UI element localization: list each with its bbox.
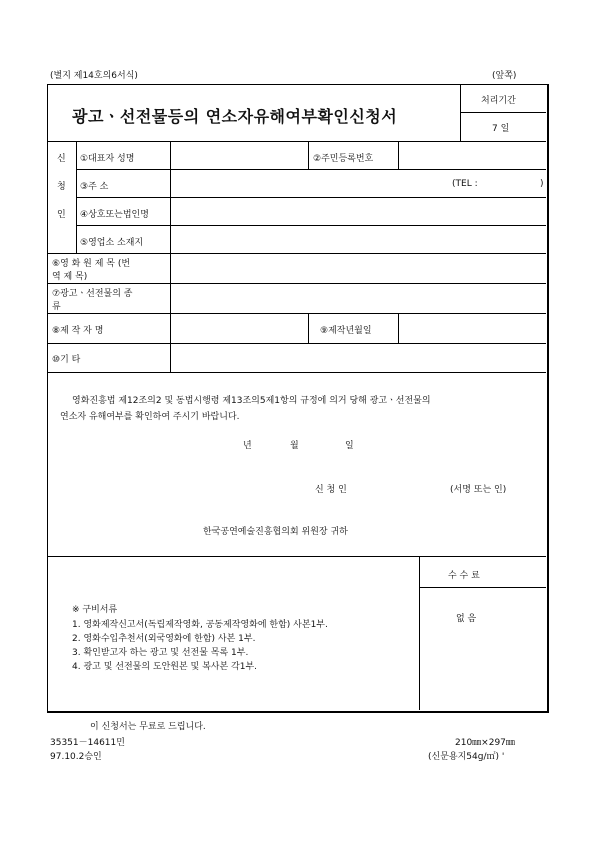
divider: [398, 313, 399, 343]
fee-value: 없 음: [456, 614, 477, 624]
paper-size: 210㎜×297㎜: [455, 738, 515, 748]
divider: [76, 225, 546, 226]
date-month: 월: [290, 441, 299, 451]
divider: [170, 141, 171, 372]
divider: [48, 283, 546, 284]
business-location-field[interactable]: [172, 227, 544, 251]
company-field[interactable]: [172, 199, 544, 223]
required-document-1: 1. 영화제작신고서(독립제작영화, 공동제작영화에 한함) 사본1부.: [72, 620, 328, 630]
divider: [48, 556, 546, 557]
divider: [460, 85, 461, 141]
required-documents-heading: ※ 구비서류: [72, 605, 118, 615]
divider: [419, 556, 420, 710]
form-number: (별지 제14호의6서식): [50, 71, 138, 81]
ad-type-field[interactable]: [172, 285, 544, 311]
production-date-field[interactable]: [400, 315, 544, 341]
applicant-signature-label: 신 청 인: [315, 485, 347, 495]
tel-label: (TEL :: [452, 179, 478, 189]
processing-period-value: 7 일: [492, 124, 510, 134]
applicant-side-label-3: 인: [57, 210, 66, 220]
divider: [48, 372, 546, 373]
film-title-field[interactable]: [172, 255, 544, 281]
required-document-2: 2. 영화수입추천서(외국영화에 한함) 사본 1부.: [72, 634, 256, 644]
approval-date: 97.10.2승인: [50, 752, 102, 762]
divider: [76, 197, 546, 198]
divider: [48, 141, 546, 142]
divider: [76, 169, 546, 170]
ad-type-label-line1: ⑦광고ㆍ선전물의 종: [52, 289, 133, 299]
form-title: 광고ㆍ선전물등의 연소자유해여부확인신청서: [72, 107, 398, 126]
form-code: 35351－14611민: [50, 738, 125, 748]
date-year: 년: [243, 441, 252, 451]
signature-or-seal-label: (서명 또는 인): [450, 485, 507, 495]
tel-close: ): [540, 179, 544, 189]
divider: [308, 141, 309, 169]
recipient: 한국공연예술진흥협의회 위원장 귀하: [203, 527, 348, 537]
film-title-label-line1: ⑥영 화 원 제 목 (번: [52, 259, 131, 269]
statement-line2: 연소자 유해여부를 확인하여 주시기 바랍니다.: [60, 412, 240, 422]
address-field[interactable]: [172, 171, 442, 195]
free-notice: 이 신청서는 무료로 드립니다.: [90, 722, 206, 732]
paper-type: (신문용지54g/㎡) ': [428, 752, 505, 762]
divider: [460, 112, 546, 113]
producer-field[interactable]: [172, 315, 306, 341]
divider: [308, 313, 309, 343]
divider: [48, 343, 546, 344]
rep-name-field[interactable]: [172, 143, 306, 167]
statement-line1: 영화진흥법 제12조의2 및 동법시행령 제13조의5제1항의 규정에 의거 당해 광고ㆍ선전물의: [72, 396, 431, 406]
business-location-label: ⑤영업소 소재지: [80, 238, 144, 248]
resident-no-label: ②주민등록번호: [313, 154, 374, 164]
processing-period-label: 처리기간: [481, 96, 516, 106]
applicant-side-label-2: 청: [57, 182, 66, 192]
ad-type-label-line2: 류: [52, 302, 61, 312]
applicant-side-label-1: 신: [57, 154, 66, 164]
company-label: ④상호또는법인명: [80, 210, 149, 220]
production-date-label: ⑨제작년월일: [320, 326, 372, 336]
required-document-4: 4. 광고 및 선전물의 도안원본 및 복사본 각1부.: [72, 662, 257, 672]
date-day: 일: [345, 441, 354, 451]
other-label: ⑩기 타: [52, 355, 81, 365]
producer-label: ⑧제 작 자 명: [52, 326, 104, 336]
divider: [419, 587, 546, 588]
divider: [48, 313, 546, 314]
rep-name-label: ①대표자 성명: [80, 154, 135, 164]
fee-label: 수 수 료: [448, 571, 480, 581]
divider: [398, 141, 399, 169]
resident-no-field[interactable]: [400, 143, 544, 167]
address-label: ③주 소: [80, 182, 109, 192]
page-side-label: (앞쪽): [492, 71, 517, 81]
divider: [48, 253, 546, 254]
other-field[interactable]: [172, 345, 544, 370]
film-title-label-line2: 역 제 목): [52, 272, 88, 282]
required-document-3: 3. 확인받고자 하는 광고 및 선전물 목록 1부.: [72, 648, 249, 658]
divider: [76, 141, 77, 253]
